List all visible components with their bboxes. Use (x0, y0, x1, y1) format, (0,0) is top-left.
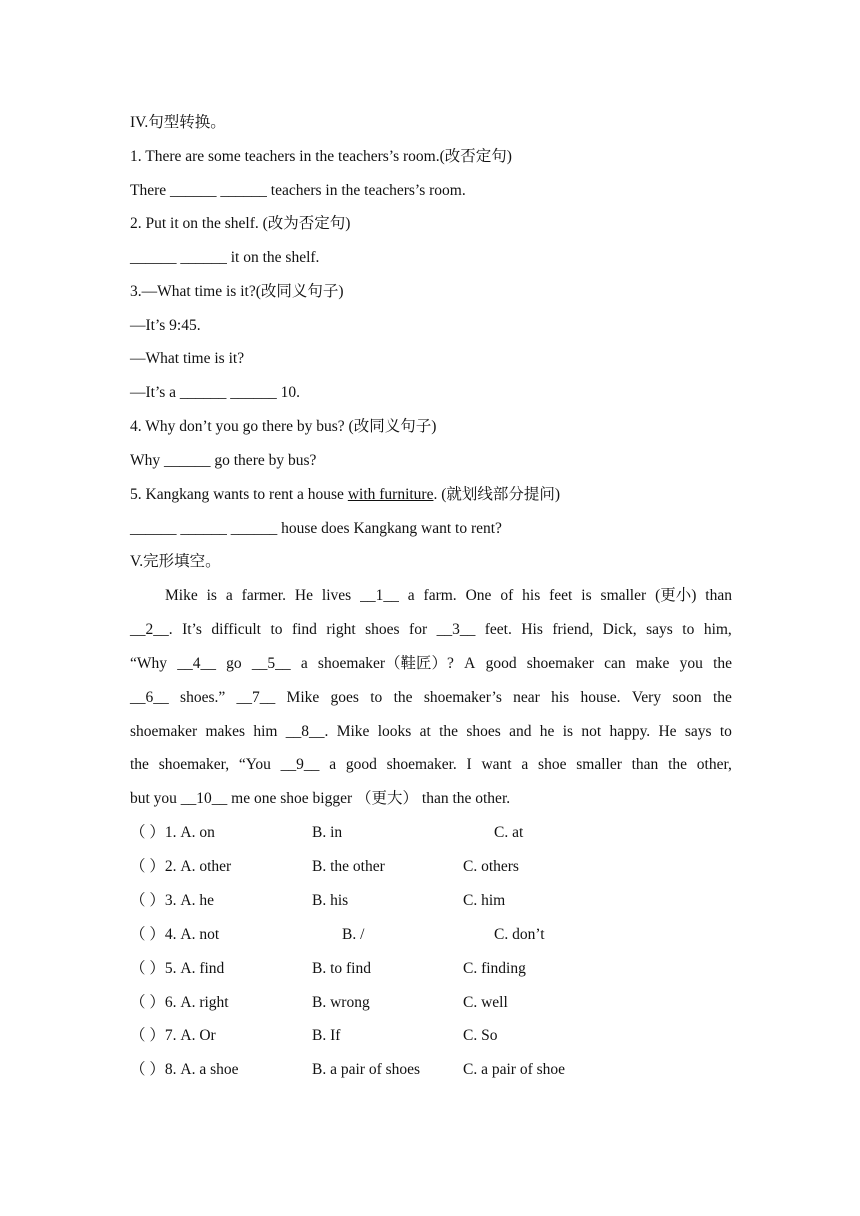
choice-row-1-option-a: （ ）1. A. on (130, 824, 215, 841)
passage-word: a (329, 756, 337, 773)
choice-row-8-option-c: C. a pair of shoe (463, 1061, 566, 1078)
passage-word: his (522, 587, 541, 604)
passage-word: him, (703, 621, 732, 638)
answer-5: ______ ______ ______ house does Kangkang want to rent? (130, 520, 502, 537)
passage-word: a (300, 655, 308, 672)
passage-word: A (464, 655, 476, 672)
passage-word: shoes (466, 723, 501, 740)
passage-word: can (604, 655, 626, 672)
passage-word: farmer. (241, 587, 286, 604)
passage-word: than (631, 756, 659, 773)
cloze-blank: __1__ (360, 587, 399, 604)
passage-word: makes (205, 723, 246, 740)
passage-word: the (439, 723, 459, 740)
passage-word: Very (631, 689, 662, 706)
passage-word: you (679, 655, 703, 672)
passage-word: (更小) (655, 587, 697, 604)
passage-word: difficult (211, 621, 261, 638)
choice-row-6-option-c: C. well (463, 994, 508, 1011)
answer-2: ______ ______ it on the shelf. (130, 249, 320, 266)
passage-word: a (521, 756, 529, 773)
choice-row-8-option-a: （ ）8. A. a shoe (130, 1061, 239, 1078)
passage-word: He (658, 723, 677, 740)
choice-row-1-option-c: C. at (494, 824, 524, 841)
cloze-blank: __4__ (177, 655, 216, 672)
cloze-blank: __8__. (285, 723, 329, 740)
choice-row-1-option-b: B. in (312, 824, 343, 841)
question-5: 5. Kangkang wants to rent a house with furniture. (就划线部分提问) (130, 486, 561, 503)
passage-word: shoemaker’s (423, 689, 502, 706)
passage-line (130, 620, 732, 640)
passage-word: and (509, 723, 532, 740)
passage-word: go (226, 655, 242, 672)
passage-word: says (646, 621, 673, 638)
choice-row-4-option-b: B. / (342, 926, 365, 943)
passage-word: Mike (336, 723, 370, 740)
choice-row-3-option-a: （ ）3. A. he (130, 892, 214, 909)
passage-word: friend, (552, 621, 594, 638)
answer-4: Why ______ go there by bus? (130, 452, 317, 469)
passage-word: is (206, 587, 217, 604)
passage-word: soon (672, 689, 702, 706)
passage-word: the (393, 689, 413, 706)
passage-word: shoemaker（鞋匠）? (317, 655, 454, 672)
passage-word: shoemaker (526, 655, 594, 672)
choice-row-5-option-b: B. to find (312, 960, 371, 977)
passage-word: shoemaker. (386, 756, 457, 773)
passage-word: One (465, 587, 492, 604)
question-4: 4. Why don’t you go there by bus? (改同义句子) (130, 418, 437, 435)
passage-word: looks (377, 723, 412, 740)
passage-word: for (409, 621, 428, 638)
passage-word: shoes (365, 621, 400, 638)
choice-row-6-option-b: B. wrong (312, 994, 370, 1011)
choice-row-7-option-c: C. So (463, 1027, 498, 1044)
passage-word: is (562, 723, 574, 740)
passage-word: his (551, 689, 570, 706)
passage-word: shoemaker (130, 723, 198, 740)
passage-word: says (684, 723, 712, 740)
passage-word: I (466, 756, 472, 773)
choice-row-2-option-a: （ ）2. A. other (130, 858, 232, 875)
passage-word: to (682, 621, 695, 638)
choice-row-3-option-b: B. his (312, 892, 349, 909)
section-4-title: IV.句型转换。 (130, 114, 226, 131)
passage-word: shoe (538, 756, 567, 773)
section-5-title: V.完形填空。 (130, 553, 221, 570)
passage-line (130, 688, 732, 708)
cloze-blank: __7__ (236, 689, 276, 706)
passage-word: good (345, 756, 377, 773)
choice-row-7-option-a: （ ）7. A. Or (130, 1027, 216, 1044)
passage-word: His (521, 621, 543, 638)
passage-word: find (291, 621, 317, 638)
passage-word: shoemaker, (158, 756, 230, 773)
passage-word: farm. (423, 587, 457, 604)
passage-word: It’s (182, 621, 202, 638)
passage-word: he (539, 723, 555, 740)
passage-word: want (481, 756, 512, 773)
question-2: 2. Put it on the shelf. (改为否定句) (130, 215, 351, 232)
passage-word: the (130, 756, 149, 773)
question-3: 3.—What time is it?(改同义句子) (130, 283, 344, 300)
choice-row-3-option-c: C. him (463, 892, 506, 909)
passage-last-line: but you __10__ me one shoe bigger （更大） than the other. (130, 790, 511, 807)
passage-word: Mike (165, 587, 198, 604)
cloze-blank: __6__ (130, 689, 169, 706)
passage-word: make (635, 655, 670, 672)
passage-word: than (705, 587, 732, 604)
passage-word: the (712, 689, 732, 706)
choice-row-7-option-b: B. If (312, 1027, 341, 1044)
cloze-blank: __2__. (130, 621, 173, 638)
passage-word: good (485, 655, 517, 672)
passage-word: feet. (484, 621, 512, 638)
passage-line (130, 755, 732, 775)
passage-word: at (419, 723, 431, 740)
passage-word: lives (321, 587, 352, 604)
passage-word: “You (238, 756, 271, 773)
choice-row-5-option-a: （ ）5. A. find (130, 960, 225, 977)
passage-word: shoes.” (180, 689, 226, 706)
passage-word: to (719, 723, 732, 740)
passage-line (165, 586, 732, 606)
passage-word: “Why (130, 655, 168, 672)
passage-word: smaller (576, 756, 622, 773)
passage-word: Dick, (602, 621, 637, 638)
passage-word: goes (330, 689, 359, 706)
passage-word: near (513, 689, 540, 706)
choice-row-6-option-a: （ ）6. A. right (130, 994, 229, 1011)
cloze-blank: __9__ (280, 756, 320, 773)
answer-3-line-3: —It’s a ______ ______ 10. (130, 384, 301, 401)
passage-word: smaller (600, 587, 647, 604)
choice-row-2-option-c: C. others (463, 858, 519, 875)
answer-1: There ______ ______ teachers in the teachers’s room. (130, 182, 466, 199)
choice-row-4-option-c: C. don’t (494, 926, 545, 943)
passage-word: other, (696, 756, 732, 773)
passage-line (130, 722, 732, 742)
cloze-blank: __3__ (436, 621, 476, 638)
passage-word: house. (580, 689, 621, 706)
passage-word: the (713, 655, 732, 672)
passage-word: to (270, 621, 283, 638)
passage-word: right (326, 621, 356, 638)
passage-word: He (294, 587, 313, 604)
passage-word: to (370, 689, 383, 706)
choice-row-5-option-c: C. finding (463, 960, 526, 977)
passage-word: a (225, 587, 233, 604)
passage-word: a (407, 587, 415, 604)
question-1: 1. There are some teachers in the teachers’s room.(改否定句) (130, 148, 512, 165)
cloze-blank: __5__ (251, 655, 291, 672)
choice-row-8-option-b: B. a pair of shoes (312, 1061, 421, 1078)
answer-3-line-2: —What time is it? (130, 350, 245, 367)
answer-3-line-1: —It’s 9:45. (130, 317, 201, 334)
passage-word: Mike (286, 689, 320, 706)
passage-word: is (581, 587, 592, 604)
passage-word: of (500, 587, 514, 604)
passage-word: feet (549, 587, 573, 604)
passage-word: happy. (609, 723, 651, 740)
passage-word: not (581, 723, 602, 740)
choice-row-2-option-b: B. the other (312, 858, 385, 875)
passage-word: him (253, 723, 278, 740)
passage-word: the (668, 756, 688, 773)
underlined-phrase: with furniture (347, 486, 434, 503)
choice-row-4-option-a: （ ）4. A. not (130, 926, 220, 943)
passage-line (130, 654, 732, 674)
